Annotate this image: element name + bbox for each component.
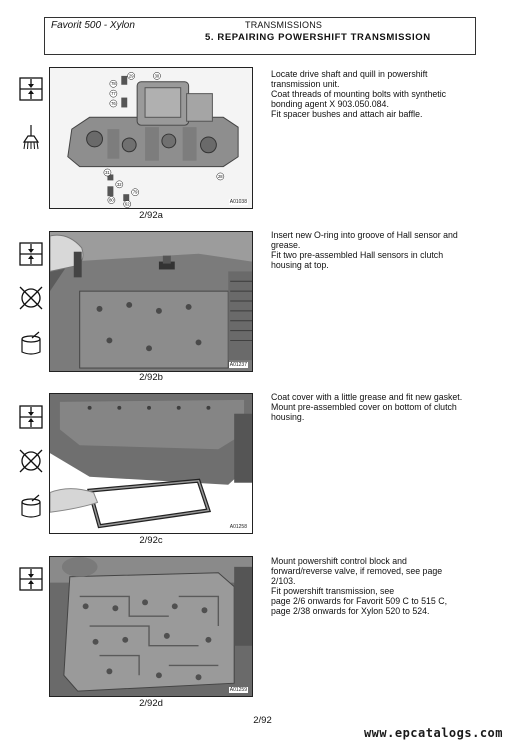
instruction-line: Fit spacer bushes and attach air baffle. [271, 109, 423, 119]
image-code: A01038 [229, 199, 247, 205]
image-code: A01258 [229, 524, 247, 530]
instruction-line: Fit powershift transmission, see [271, 586, 395, 596]
callout-30: 30 [154, 73, 160, 79]
instruction-line: bonding agent X 903.050.084. [271, 99, 389, 109]
figure-caption: 2/92b [139, 372, 163, 383]
figure-2-92b [49, 231, 253, 372]
callout-76: 76 [111, 100, 116, 106]
instruction-line: housing. [271, 412, 305, 422]
instruction-line: 2/103. [271, 576, 296, 586]
instruction-line: Coat cover with a little grease and fit new gasket. [271, 392, 463, 402]
callout-28: 28 [218, 173, 223, 179]
step-c-instructions [271, 392, 481, 422]
image-code: A01237 [229, 362, 247, 368]
install-arrows-icon [18, 566, 44, 592]
header-chapter: 5. REPAIRING POWERSHIFT TRANSMISSION [205, 32, 431, 43]
instruction-line: Fit two pre-assembled Hall sensors in clutch [271, 250, 444, 260]
grease-pot-icon [18, 494, 44, 520]
page-number: 2/92 [253, 715, 272, 726]
figure-caption: 2/92d [139, 698, 163, 709]
instruction-line: page 2/38 onwards for Xylon 520 to 524. [271, 606, 430, 616]
instruction-line: Mount powershift control block and [271, 556, 407, 566]
callout-77: 77 [111, 91, 116, 97]
callout-32: 32 [117, 181, 122, 187]
instruction-line: transmission unit. [271, 79, 340, 89]
crossed-out-icon [18, 285, 44, 311]
watermark: www.epcatalogs.com [363, 726, 503, 740]
install-arrows-icon [18, 241, 44, 267]
image-code: A01259 [229, 687, 247, 693]
step-d-instructions [271, 556, 481, 616]
instruction-line: Locate drive shaft and quill in powershift [271, 69, 428, 79]
step-a-instructions [271, 69, 481, 119]
header-section: TRANSMISSIONS [245, 20, 323, 30]
callout-31: 31 [105, 169, 110, 175]
figure-caption: 2/92a [139, 210, 163, 221]
instruction-line: Mount pre-assembled cover on bottom of clutch [271, 402, 457, 412]
page-header [44, 17, 476, 55]
callout-79: 79 [132, 189, 138, 195]
instruction-line: forward/reverse valve, if removed, see page [271, 566, 443, 576]
callout-62: 62 [124, 201, 130, 207]
brush-icon [18, 124, 44, 150]
install-arrows-icon [18, 76, 44, 102]
install-arrows-icon [18, 404, 44, 430]
figure-2-92d [49, 556, 253, 697]
instruction-line: page 2/6 onwards for Favorit 509 C to 515 C, [271, 596, 448, 606]
instruction-line: Coat threads of mounting bolts with synthetic [271, 89, 447, 99]
figure-caption: 2/92c [139, 535, 163, 546]
crossed-out-icon [18, 448, 44, 474]
grease-pot-icon [18, 331, 44, 357]
instruction-line: grease. [271, 240, 301, 250]
step-b-instructions [271, 230, 481, 270]
callout-80: 80 [109, 197, 114, 203]
instruction-line: Insert new O-ring into groove of Hall sensor and [271, 230, 458, 240]
figure-2-92a [49, 67, 253, 209]
instruction-line: housing at top. [271, 260, 329, 270]
figure-2-92c [49, 393, 253, 534]
callout-78: 78 [111, 81, 116, 87]
callout-29: 29 [128, 73, 134, 79]
header-model: Favorit 500 - Xylon [51, 20, 135, 31]
